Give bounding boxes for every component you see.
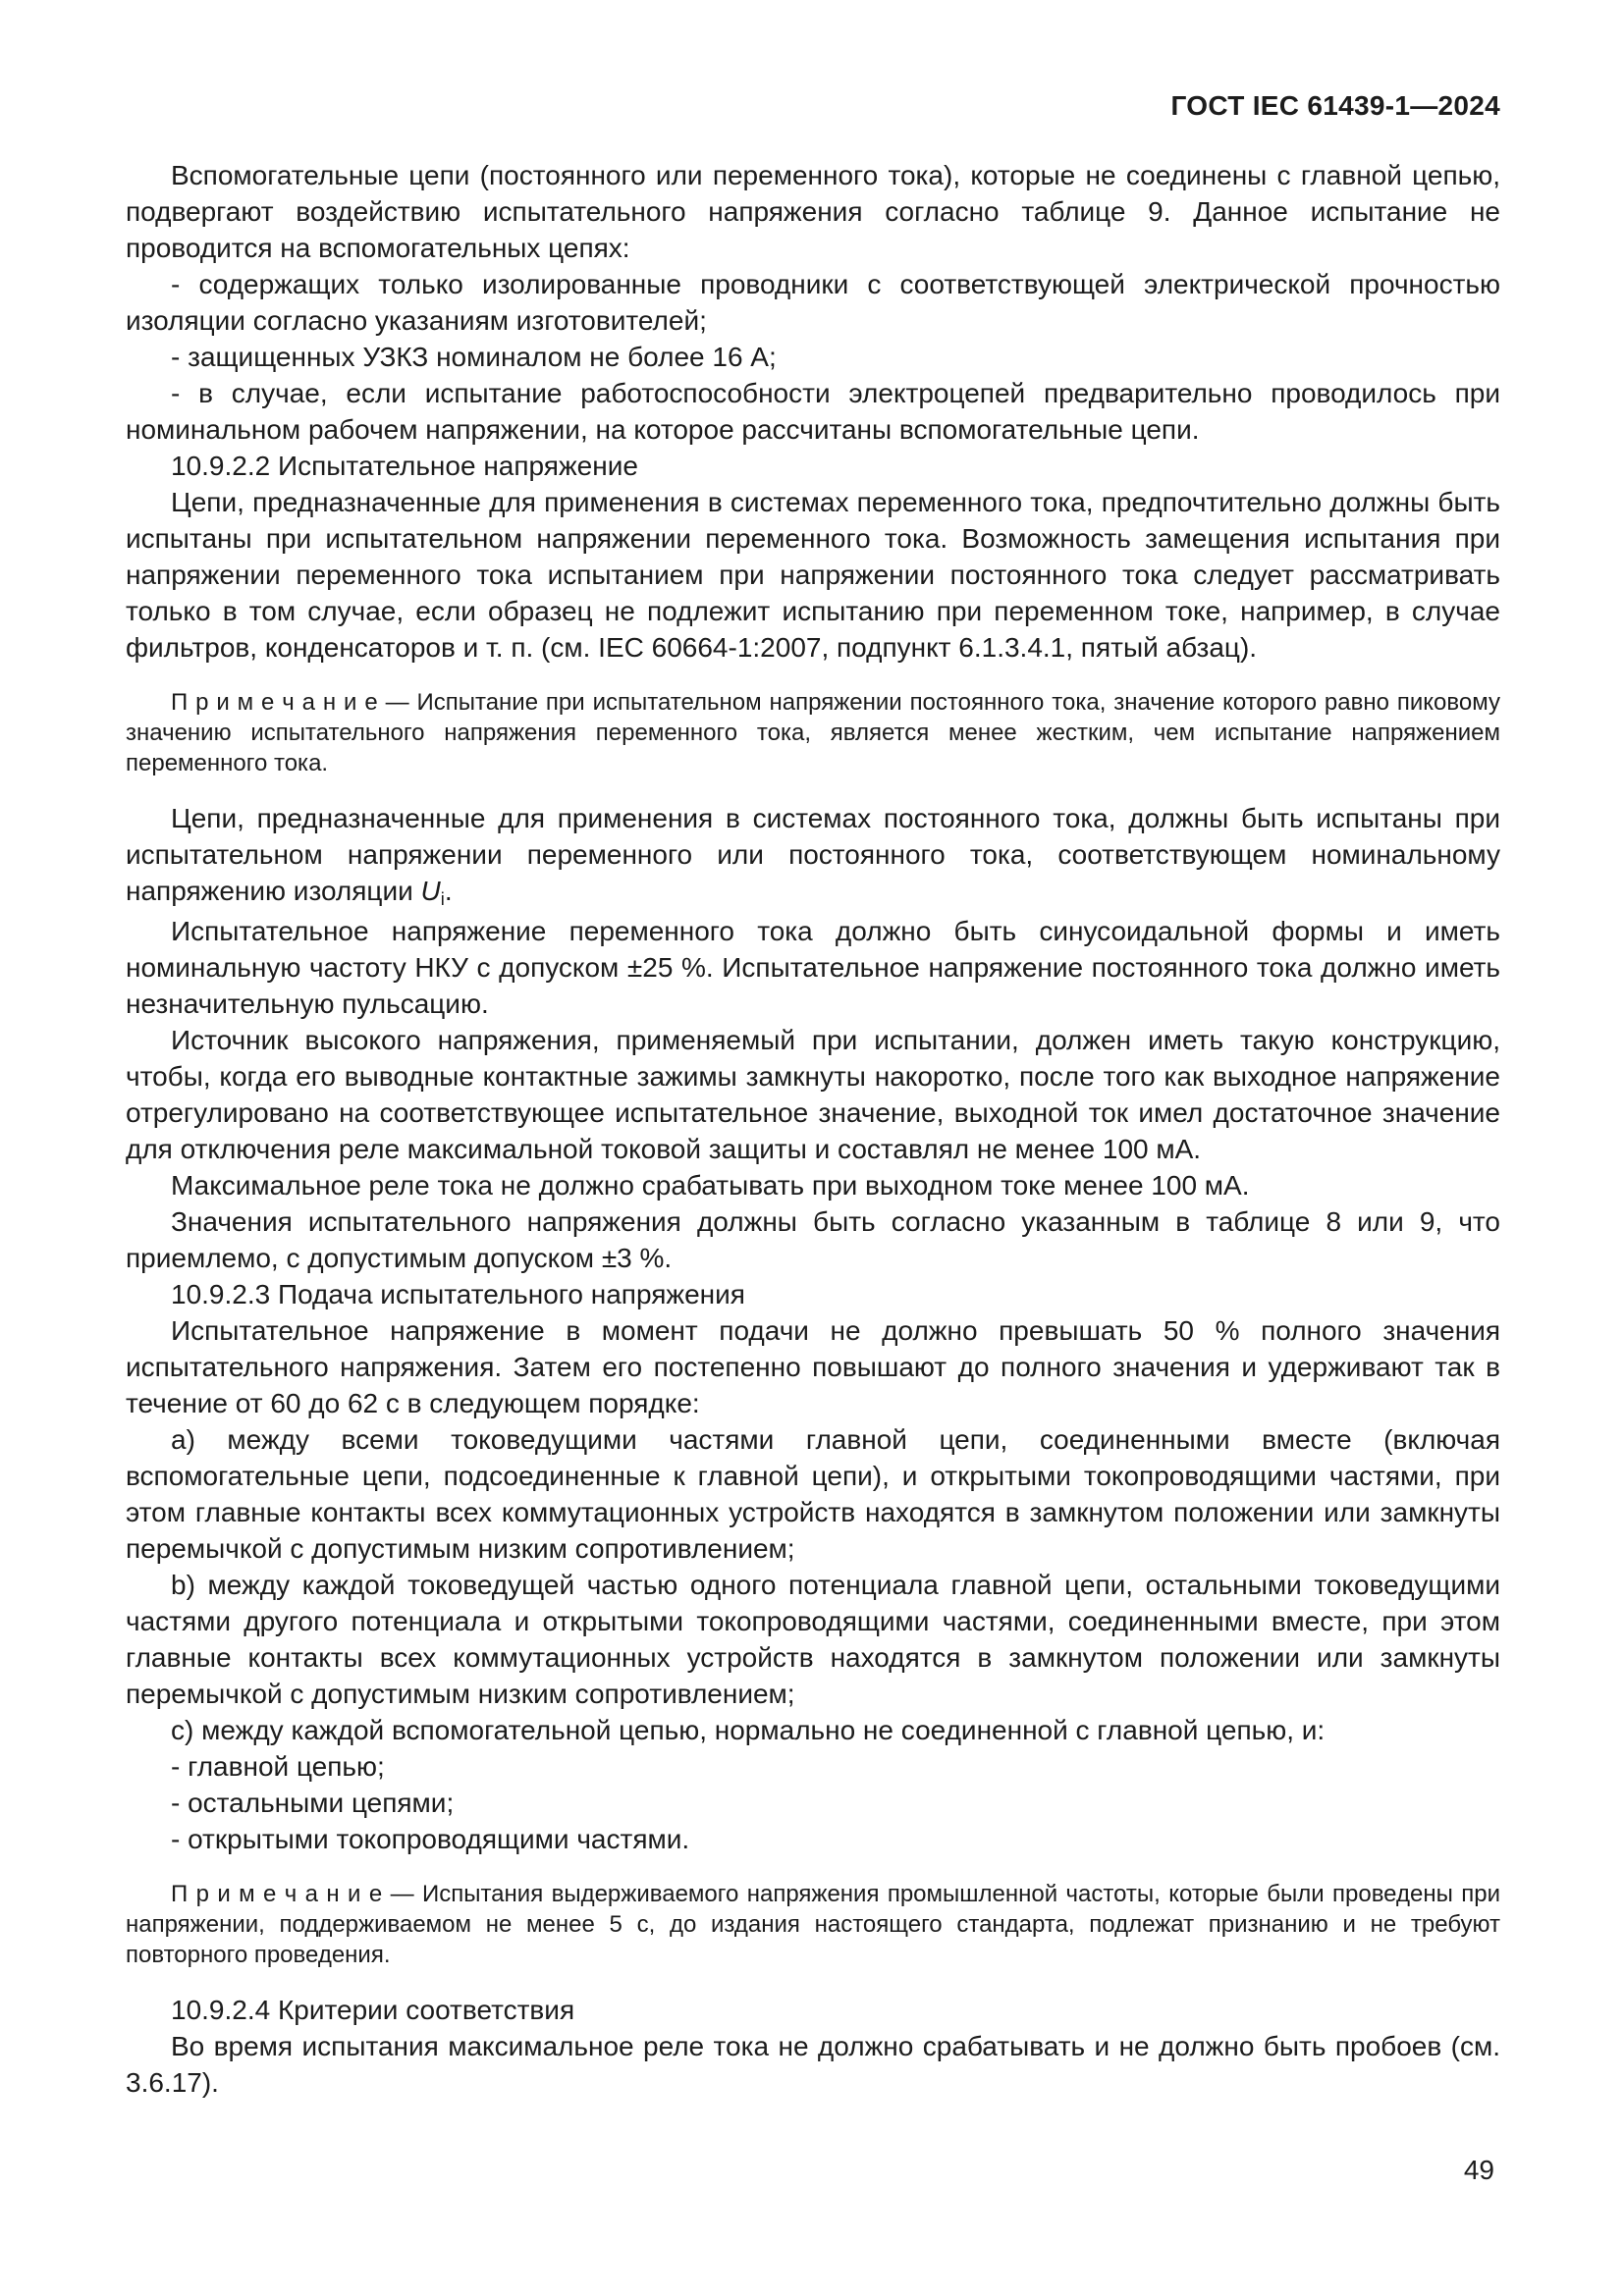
paragraph: Испытательное напряжение переменного тока должно быть синусоидальной формы и иметь номинальную частоту НКУ с допуском ±25 %. Испытательное напряжение постоянного тока должно иметь незначительную пульсацию. bbox=[126, 916, 1500, 1019]
section-heading: 10.9.2.4 Критерии соответствия bbox=[171, 1995, 575, 2025]
list-item: - содержащих только изолированные проводники с соответствующей электрической прочностью изоляции согласно указаниям изготовителей; bbox=[126, 269, 1500, 336]
paragraph bbox=[126, 800, 1500, 913]
ui-symbol bbox=[420, 876, 445, 909]
paragraph: Максимальное реле тока не должно срабатывать при выходном токе менее 100 мА. bbox=[171, 1170, 1250, 1201]
list-item: - в случае, если испытание работоспособности электроцепей предварительно проводилось при номинальном рабочем напряжении, на которое рассчитаны вспомогательные цепи. bbox=[126, 378, 1500, 445]
ui-symbol-letter: U bbox=[420, 876, 441, 906]
list-item: - открытыми токопроводящими частями. bbox=[171, 1824, 690, 1854]
list-item: c) между каждой вспомогательной цепью, нормально не соединенной с главной цепью, и: bbox=[171, 1715, 1326, 1745]
page-header bbox=[126, 90, 1500, 122]
paragraph: Вспомогательные цепи (постоянного или переменного тока), которые не соединены с главной цепью, подвергают воздействию испытательного напряжения согласно таблице 9. Данное испытание не проводится на вспомогательных цепях: bbox=[126, 160, 1500, 263]
paragraph: Источник высокого напряжения, применяемый при испытании, должен иметь такую конструкцию, чтобы, когда его выводные контактные зажимы замкнуты накоротко, после того как выходное напряжение отрегулировано на соответствующее испытательное значение, выходной ток имел достаточное значение для отключения реле максимальной токовой защиты и составлял не менее 100 мА. bbox=[126, 1025, 1500, 1164]
list-item: - главной цепью; bbox=[171, 1751, 385, 1782]
paragraph: Во время испытания максимальное реле тока не должно срабатывать и не должно быть пробоев (см. 3.6.17). bbox=[126, 2031, 1500, 2098]
paragraph: Цепи, предназначенные для применения в системах переменного тока, предпочтительно должны быть испытаны при испытательном напряжении переменного тока. Возможность замещения испытания при напряжении переменного тока испытанием при напряжении постоянного тока следует рассматривать только в том случае, если образец не подлежит испытанию при переменном токе, например, в случае фильтров, конденсаторов и т. п. (см. IEC 60664-1:2007, подпункт 6.1.3.4.1, пятый абзац). bbox=[126, 487, 1500, 663]
page-number: 49 bbox=[1463, 2155, 1494, 2185]
section-heading: 10.9.2.3 Подача испытательного напряжения bbox=[171, 1279, 745, 1309]
doc-number: ГОСТ IEC 61439-1—2024 bbox=[1170, 90, 1500, 121]
document-content bbox=[126, 157, 1500, 2101]
paragraph: Значения испытательного напряжения должны быть согласно указанным в таблице 8 или 9, что приемлемо, с допустимым допуском ±3 %. bbox=[126, 1206, 1500, 1273]
paragraph-text: Цепи, предназначенные для применения в системах постоянного тока, должны быть испытаны при испытательном напряжении переменного или постоянного тока, соответствующем номинальному напряжению изоляции bbox=[126, 803, 1500, 906]
list-item: - защищенных УЗКЗ номиналом не более 16 А; bbox=[171, 342, 777, 372]
paragraph: Испытательное напряжение в момент подачи не должно превышать 50 % полного значения испытательного напряжения. Затем его постепенно повышают до полного значения и удерживают так в течение от 60 до 62 с в следующем порядке: bbox=[126, 1315, 1500, 1418]
note: П р и м е ч а н и е — Испытания выдерживаемого напряжения промышленной частоты, которые были проведены при напряжении, поддерживаемом не менее 5 с, до издания настоящего стандарта, подлежат признанию и не требуют повторного проведения. bbox=[126, 1881, 1500, 1968]
page-footer bbox=[1464, 2155, 1494, 2186]
note: П р и м е ч а н и е — Испытание при испытательном напряжении постоянного тока, значение которого равно пиковому значению испытательного напряжения переменного тока, является менее жестким, чем испытание напряжением переменного тока. bbox=[126, 689, 1500, 776]
list-item: b) между каждой токоведущей частью одного потенциала главной цепи, остальными токоведущими частями другого потенциала и открытыми токопроводящими частями, соединенными вместе, при этом главные контакты всех коммутационных устройств находятся в замкнутом положении или замкнуты перемычкой с допустимым низким сопротивлением; bbox=[126, 1570, 1500, 1709]
section-heading: 10.9.2.2 Испытательное напряжение bbox=[171, 451, 638, 481]
ui-symbol-subscript: i bbox=[440, 888, 445, 909]
paragraph-text: . bbox=[444, 876, 453, 906]
list-item: a) между всеми токоведущими частями главной цепи, соединенными вместе (включая вспомогательные цепи, подсоединенные к главной цепи), и открытыми токопроводящими частями, при этом главные контакты всех коммутационных устройств находятся в замкнутом положении или замкнуты перемычкой с допустимым низким сопротивлением; bbox=[126, 1424, 1500, 1564]
list-item: - остальными цепями; bbox=[171, 1788, 455, 1818]
